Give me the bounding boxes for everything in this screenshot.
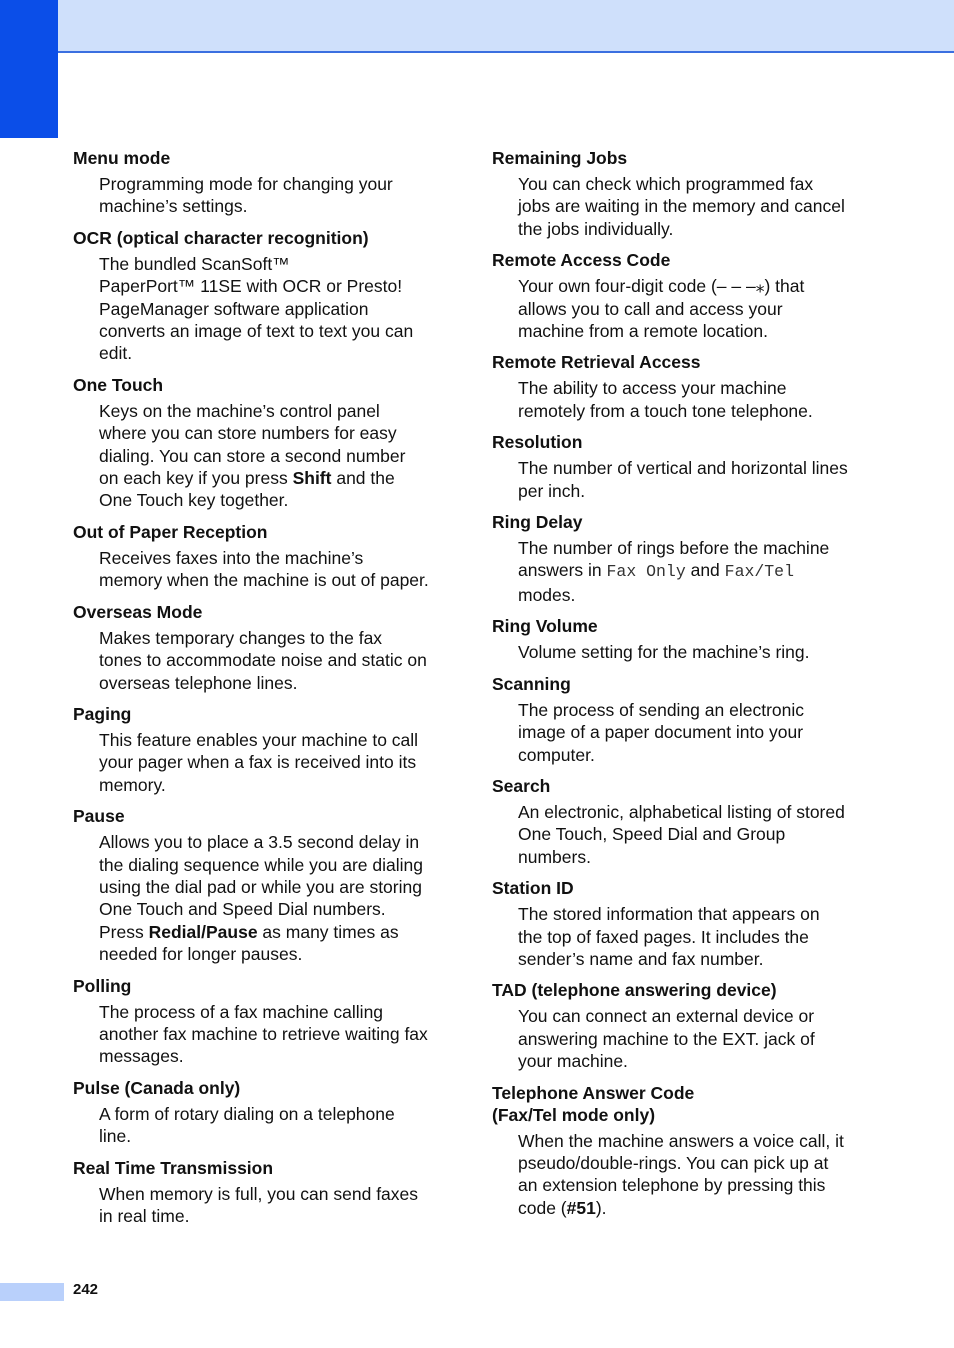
glossary-entry xyxy=(73,1157,445,1228)
glossary-entry xyxy=(492,775,864,868)
definition-line: Your own four-digit code (– – –⁎) that xyxy=(518,276,805,297)
glossary-entry xyxy=(73,601,445,694)
glossary-term-qualifier: (Fax/Tel mode only) xyxy=(492,1104,656,1125)
glossary-term: Resolution xyxy=(492,432,583,453)
text-run: and xyxy=(685,560,725,581)
definition-line: machine’s settings. xyxy=(99,196,248,217)
glossary-term: Out of Paper Reception xyxy=(73,521,268,542)
definition-line: the jobs individually. xyxy=(518,218,674,239)
glossary-entry xyxy=(73,521,445,592)
glossary-left-column xyxy=(73,147,445,1236)
definition-line: image of a paper document into your xyxy=(518,722,804,743)
definition-line: dialing. You can store a second number xyxy=(99,445,406,466)
mode-name: Fax Only xyxy=(606,562,686,582)
definition-line: your pager when a fax is received into its xyxy=(99,752,417,773)
definition-line: The number of vertical and horizontal lines xyxy=(518,458,848,479)
glossary-entry xyxy=(492,877,864,970)
glossary-term: Overseas Mode xyxy=(73,601,203,622)
glossary-definition xyxy=(492,1130,864,1220)
definition-line: overseas telephone lines. xyxy=(99,672,298,693)
definition-line: PaperPort™ 11SE with OCR or Presto! xyxy=(99,276,403,297)
definition-line: One Touch and Speed Dial numbers. xyxy=(99,899,386,920)
definition-line: tones to accommodate noise and static on xyxy=(99,650,427,671)
definition-line: PageManager software application xyxy=(99,298,369,319)
glossary-term: Remaining Jobs xyxy=(492,148,628,168)
glossary-entry xyxy=(73,147,445,218)
glossary-definition xyxy=(73,729,445,796)
definition-line: where you can store numbers for easy xyxy=(99,423,397,444)
glossary-definition xyxy=(73,253,445,365)
definition-line: needed for longer pauses. xyxy=(99,944,303,965)
glossary-definition xyxy=(492,457,864,502)
chapter-tab xyxy=(0,0,58,138)
definition-line: in real time. xyxy=(99,1206,190,1226)
definition-line xyxy=(518,559,864,583)
definition-line: memory when the machine is out of paper. xyxy=(99,570,429,591)
definition-line: sender’s name and fax number. xyxy=(518,948,764,969)
definition-line: messages. xyxy=(99,1046,184,1067)
key-name: #51 xyxy=(566,1197,596,1218)
definition-line: The stored information that appears on xyxy=(518,904,820,925)
glossary-definition xyxy=(492,801,864,868)
text-run: and the xyxy=(331,468,395,489)
definition-line: pseudo/double-rings. You can pick up at xyxy=(518,1152,829,1173)
glossary-term: Ring Volume xyxy=(492,616,598,637)
definition-line: answering machine to the EXT. jack of xyxy=(518,1028,815,1049)
glossary-entry xyxy=(73,703,445,796)
definition-line: The ability to access your machine xyxy=(518,378,787,399)
definition-line: An electronic, alphabetical listing of stored xyxy=(518,801,845,822)
glossary-term: Polling xyxy=(73,975,132,996)
text-run: Press xyxy=(99,921,149,942)
glossary-definition xyxy=(492,377,864,422)
glossary-definition xyxy=(492,537,864,606)
definition-line: computer. xyxy=(518,744,595,765)
definition-line: This feature enables your machine to call xyxy=(99,729,419,750)
glossary-entry xyxy=(492,1082,864,1220)
definition-line: The process of a fax machine calling xyxy=(99,1001,384,1022)
definition-line: line. xyxy=(99,1126,132,1147)
definition-line: edit. xyxy=(99,343,133,364)
glossary-definition xyxy=(73,1001,445,1068)
definition-line: converts an image of text to text you can xyxy=(99,321,414,342)
glossary-term: Menu mode xyxy=(73,148,171,168)
glossary-definition xyxy=(73,627,445,694)
glossary-definition xyxy=(492,699,864,766)
text-run: code ( xyxy=(518,1197,567,1218)
definition-line: Receives faxes into the machine’s xyxy=(99,547,364,568)
glossary-definition xyxy=(73,831,445,965)
glossary-definition xyxy=(73,400,445,512)
glossary-definition xyxy=(492,1005,864,1072)
glossary-term: Pulse (Canada only) xyxy=(73,1077,241,1098)
glossary-entry xyxy=(492,431,864,502)
glossary-definition xyxy=(73,1103,445,1148)
glossary-right-column xyxy=(492,147,864,1228)
glossary-definition xyxy=(492,275,864,342)
glossary-definition xyxy=(73,1183,445,1228)
glossary-entry xyxy=(492,511,864,606)
definition-line: remotely from a touch tone telephone. xyxy=(518,400,813,421)
definition-line: You can check which programmed fax xyxy=(518,174,814,194)
glossary-term: TAD (telephone answering device) xyxy=(492,980,777,1001)
definition-line: One Touch, Speed Dial and Group xyxy=(518,824,786,845)
definition-line: memory. xyxy=(99,774,166,795)
glossary-definition xyxy=(492,903,864,970)
definition-line: modes. xyxy=(518,584,576,605)
definition-line: the top of faxed pages. It includes the xyxy=(518,926,809,947)
definition-line: Allows you to place a 3.5 second delay in xyxy=(99,832,420,853)
definition-line: using the dial pad or while you are storing xyxy=(99,876,422,897)
text-run: as many times as xyxy=(257,921,399,942)
key-name: Redial/Pause xyxy=(148,921,258,942)
glossary-entry xyxy=(492,249,864,342)
glossary-entry xyxy=(492,351,864,422)
definition-line: another fax machine to retrieve waiting fax xyxy=(99,1023,428,1044)
definition-line: your machine. xyxy=(518,1051,628,1072)
page-number: 242 xyxy=(73,1281,99,1298)
definition-line xyxy=(99,921,445,943)
glossary-term: Search xyxy=(492,775,551,796)
glossary-term: Scanning xyxy=(492,673,571,694)
definition-line: Keys on the machine’s control panel xyxy=(99,400,380,421)
glossary-entry xyxy=(492,147,864,240)
definition-line: Makes temporary changes to the fax xyxy=(99,627,383,648)
text-run: answers in xyxy=(518,560,607,581)
glossary-entry xyxy=(73,805,445,965)
definition-line: Programming mode for changing your xyxy=(99,174,393,194)
glossary-term: Pause xyxy=(73,806,125,827)
glossary-entry xyxy=(492,673,864,766)
definition-line xyxy=(518,1197,864,1219)
definition-line: The process of sending an electronic xyxy=(518,699,804,720)
glossary-definition xyxy=(73,547,445,592)
glossary-term: Ring Delay xyxy=(492,512,583,533)
definition-line: A form of rotary dialing on a telephone xyxy=(99,1103,395,1124)
glossary-term: One Touch xyxy=(73,374,164,395)
definition-line: jobs are waiting in the memory and cancel xyxy=(518,196,845,217)
definition-line: The number of rings before the machine xyxy=(518,538,830,559)
definition-line xyxy=(99,467,445,489)
glossary-entry xyxy=(73,227,445,365)
glossary-definition xyxy=(73,173,445,218)
glossary-term: OCR (optical character recognition) xyxy=(73,227,369,248)
glossary-entry xyxy=(492,979,864,1072)
text-run: ). xyxy=(595,1197,607,1218)
key-name: Shift xyxy=(292,468,332,489)
definition-line: per inch. xyxy=(518,480,586,501)
mode-name: Fax/Tel xyxy=(724,562,794,582)
definition-line: Volume setting for the machine’s ring. xyxy=(518,642,810,663)
definition-line: the dialing sequence while you are dialing xyxy=(99,854,423,875)
glossary-term: Station ID xyxy=(492,878,574,899)
definition-line: numbers. xyxy=(518,846,591,867)
glossary-entry xyxy=(73,374,445,512)
glossary-definition xyxy=(492,641,864,663)
glossary-term: Remote Retrieval Access xyxy=(492,352,701,373)
glossary-entry xyxy=(492,615,864,663)
definition-line: allows you to call and access your xyxy=(518,298,783,319)
definition-line: You can connect an external device or xyxy=(518,1006,815,1027)
definition-line: When the machine answers a voice call, it xyxy=(518,1130,844,1151)
footer-bar xyxy=(0,1283,64,1301)
definition-line: The bundled ScanSoft™ xyxy=(99,253,290,274)
glossary-term: Paging xyxy=(73,703,132,724)
glossary-entry xyxy=(73,1077,445,1148)
glossary-term: Real Time Transmission xyxy=(73,1157,274,1178)
glossary-term: Remote Access Code xyxy=(492,250,671,271)
header-band xyxy=(0,0,954,53)
glossary-term: Telephone Answer Code xyxy=(492,1082,695,1103)
definition-line: One Touch key together. xyxy=(99,490,289,511)
definition-line: When memory is full, you can send faxes xyxy=(99,1183,419,1204)
definition-line: an extension telephone by pressing this xyxy=(518,1175,826,1196)
glossary-definition xyxy=(492,173,864,240)
text-run: on each key if you press xyxy=(99,468,293,489)
glossary-entry xyxy=(73,975,445,1068)
definition-line: machine from a remote location. xyxy=(518,321,768,342)
